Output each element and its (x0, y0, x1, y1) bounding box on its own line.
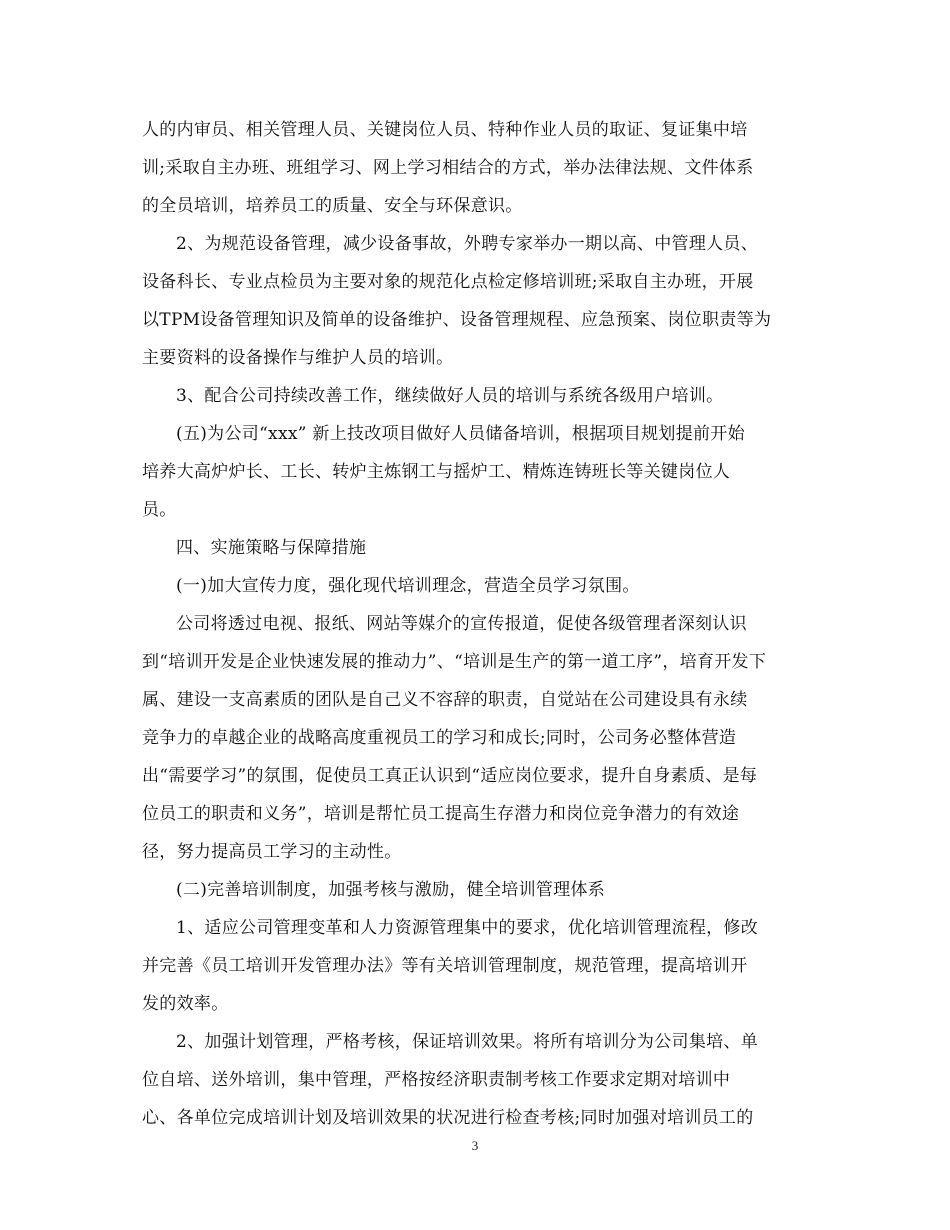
text-line: 人的内审员、相关管理人员、关键岗位人员、特种作业人员的取证、复证集中培 (142, 120, 748, 140)
page-number: 3 (471, 1138, 479, 1153)
text-line: 位自培、送外培训，集中管理，严格按经济职责制考核工作要求定期对培训中 (142, 1070, 731, 1090)
text-line: 训;采取自主办班、班组学习、网上学习相结合的方式，举办法律法规、文件体系 (142, 158, 754, 178)
section-heading: 四、实施策略与保障措施 (176, 538, 367, 558)
text-line: 心、各单位完成培训计划及培训效果的状况进行检查考核;同时加强对培训员工的 (142, 1108, 754, 1128)
text-line: 到“培训开发是企业快速发展的推动力”、“培训是生产的第一道工序”，培育开发下 (142, 652, 767, 672)
text-line: 属、建设一支高素质的团队是自己义不容辞的职责，自觉站在公司建设具有永续 (142, 690, 748, 710)
text-line: (五)为公司“xxx” 新上技改项目做好人员储备培训，根据项目规划提前开始 (176, 424, 745, 444)
subsection-heading: (二)完善培训制度，加强考核与激励，健全培训管理体系 (176, 880, 606, 900)
text-line: 发的效率。 (142, 994, 229, 1014)
text-line: 1、适应公司管理变革和人力资源管理集中的要求，优化培训管理流程，修改 (176, 918, 759, 938)
text-line: 主要资料的设备操作与维护人员的培训。 (142, 348, 454, 368)
text-line: 公司将透过电视、报纸、网站等媒介的宣传报道，促使各级管理者深刻认识 (176, 614, 747, 634)
text-line: 设备科长、专业点检员为主要对象的规范化点检定修培训班;采取自主办班，开展 (142, 272, 754, 292)
text-line: 竞争力的卓越企业的战略高度重视员工的学习和成长;同时，公司务必整体营造 (142, 728, 737, 748)
text-line: 位员工的职责和义务”，培训是帮忙员工提高生存潜力和岗位竞争潜力的有效途 (142, 804, 740, 824)
subsection-heading: (一)加大宣传力度，强化现代培训理念，营造全员学习氛围。 (176, 576, 640, 596)
text-line: 以TPM设备管理知识及简单的设备维护、设备管理规程、应急预案、岗位职责等为 (142, 310, 772, 330)
text-line: 2、为规范设备管理，减少设备事故，外聘专家举办一期以高、中管理人员、 (176, 234, 759, 254)
text-line: 的全员培训，培养员工的质量、安全与环保意识。 (142, 196, 523, 216)
text-line: 2、加强计划管理，严格考核，保证培训效果。将所有培训分为公司集培、单 (176, 1032, 759, 1052)
text-line: 并完善《员工培训开发管理办法》等有关培训管理制度，规范管理，提高培训开 (142, 956, 748, 976)
text-line: 径，努力提高员工学习的主动性。 (142, 842, 402, 862)
text-line: 出“需要学习”的氛围，促使员工真正认识到“适应岗位要求，提升自身素质、是每 (142, 766, 758, 786)
text-line: 员。 (142, 500, 177, 520)
text-line: 3、配合公司持续改善工作，继续做好人员的培训与系统各级用户培训。 (176, 386, 724, 406)
text-line: 培养大高炉炉长、工长、转炉主炼钢工与摇炉工、精炼连铸班长等关键岗位人 (142, 462, 731, 482)
